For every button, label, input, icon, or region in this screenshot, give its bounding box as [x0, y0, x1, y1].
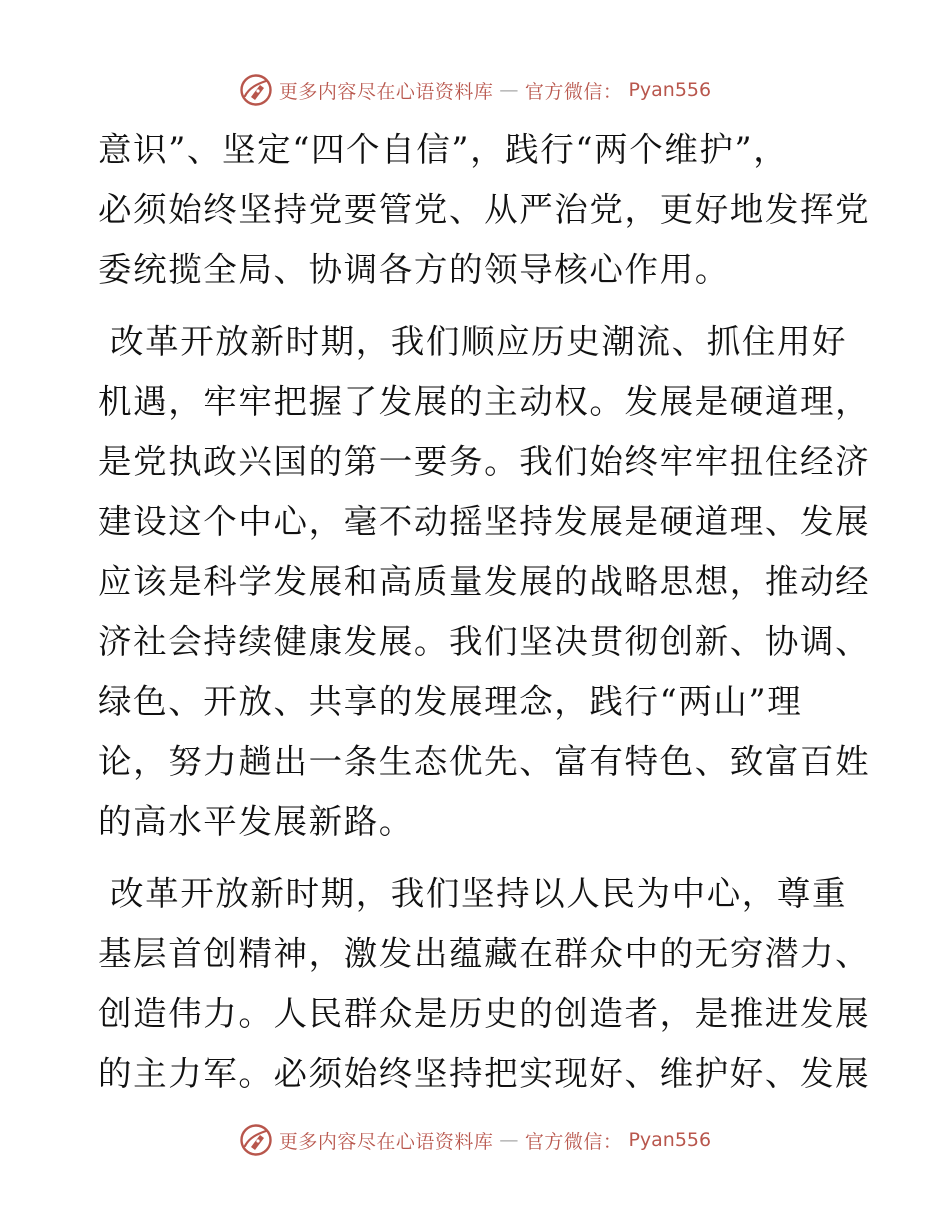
text-line: 济社会持续健康发展。我们坚决贯彻创新、协调、: [98, 622, 871, 661]
watermark-wechat-id: Pyan556: [628, 1129, 712, 1151]
text-line: 论，努力趟出一条生态优先、富有特色、致富百姓: [98, 742, 871, 781]
text-line: 改革开放新时期，我们顺应历史潮流、抓住用好: [110, 322, 848, 361]
watermark-wechat-id: Pyan556: [628, 79, 712, 101]
pen-nib-logo-icon: [239, 73, 273, 107]
watermark-separator: —: [499, 1129, 519, 1151]
paragraph-1: [98, 120, 871, 300]
paragraph-2: [98, 312, 871, 852]
text-line: 基层首创精神，激发出蕴藏在群众中的无穷潜力、: [98, 934, 871, 973]
footer-watermark: [0, 1120, 950, 1160]
text-line: 是党执政兴国的第一要务。我们始终牢牢扭住经济: [98, 442, 871, 481]
text-line: 意识”、坚定“四个自信”，践行“两个维护”，: [98, 130, 789, 169]
text-line: 应该是科学发展和高质量发展的战略思想，推动经: [98, 562, 871, 601]
text-line: 委统揽全局、协调各方的领导核心作用。: [98, 250, 730, 289]
text-line: 的高水平发展新路。: [98, 802, 414, 841]
text-line: 的主力军。必须始终坚持把实现好、维护好、发展: [98, 1054, 871, 1093]
text-line: 创造伟力。人民群众是历史的创造者，是推进发展: [98, 994, 871, 1033]
text-line: 改革开放新时期，我们坚持以人民为中心，尊重: [110, 874, 848, 913]
header-watermark: [0, 70, 950, 110]
watermark-main-text: 更多内容尽在心语资料库: [278, 1130, 494, 1153]
document-body: [98, 120, 871, 1116]
pen-nib-logo-icon: [239, 1123, 273, 1157]
text-line: 必须始终坚持党要管党、从严治党，更好地发挥党: [98, 190, 871, 229]
watermark-main-text: 更多内容尽在心语资料库: [278, 80, 494, 103]
watermark-wechat-label: 官方微信：: [524, 80, 623, 103]
text-line: 机遇，牢牢把握了发展的主动权。发展是硬道理，: [98, 382, 871, 421]
watermark-wechat-label: 官方微信：: [524, 1130, 623, 1153]
paragraph-3: [98, 864, 871, 1104]
watermark-separator: —: [499, 79, 519, 101]
text-line: 建设这个中心，毫不动摇坚持发展是硬道理、发展: [98, 502, 871, 541]
text-line: 绿色、开放、共享的发展理念，践行“两山”理: [98, 682, 803, 721]
